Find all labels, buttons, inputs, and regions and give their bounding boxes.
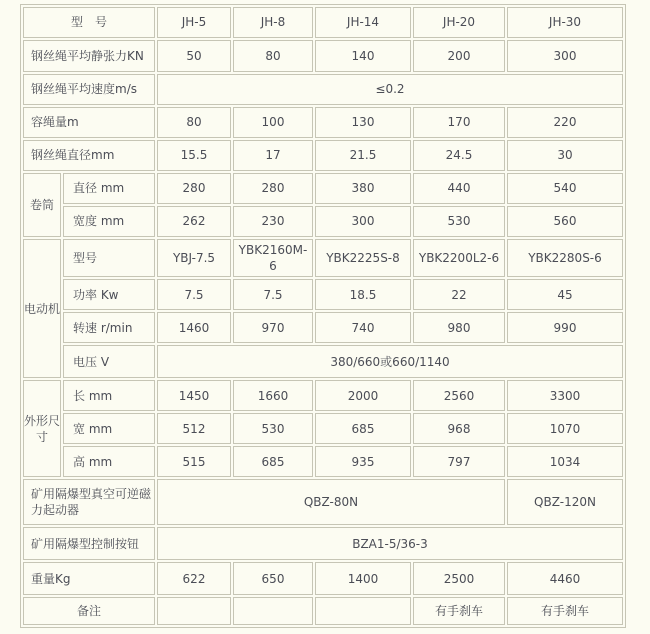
data-cell: 685 (315, 413, 411, 444)
row-label: 钢丝绳平均速度m/s (23, 74, 155, 105)
row-length (23, 380, 623, 411)
span-value-cell: BZA1-5/36-3 (157, 527, 623, 560)
row-label: 矿用隔爆型真空可逆磁力起动器 (23, 479, 155, 525)
model-header-cell: JH-5 (157, 7, 231, 38)
data-cell: 530 (413, 206, 505, 237)
data-cell: 45 (507, 279, 623, 310)
sub-label: 宽度 mm (63, 206, 155, 237)
data-cell: 970 (233, 312, 313, 343)
data-cell: 515 (157, 446, 231, 477)
data-cell: YBJ-7.5 (157, 239, 231, 277)
span-value-cell: 380/660或660/1140 (157, 345, 623, 378)
row-label: 备注 (23, 597, 155, 625)
data-cell: 1460 (157, 312, 231, 343)
data-cell: 7.5 (157, 279, 231, 310)
data-cell: 22 (413, 279, 505, 310)
row-weight (23, 562, 623, 595)
data-cell: 有手刹车 (413, 597, 505, 625)
row-label: 容绳量m (23, 107, 155, 138)
data-cell: 1400 (315, 562, 411, 595)
data-cell: QBZ-120N (507, 479, 623, 525)
sub-label: 转速 r/min (63, 312, 155, 343)
data-cell: 280 (157, 173, 231, 204)
sub-label: 直径 mm (63, 173, 155, 204)
span-value-cell: ≤0.2 (157, 74, 623, 105)
data-cell: 512 (157, 413, 231, 444)
data-cell: 280 (233, 173, 313, 204)
data-cell (315, 597, 411, 625)
data-cell: 2560 (413, 380, 505, 411)
data-cell: 130 (315, 107, 411, 138)
model-header-cell: JH-8 (233, 7, 313, 38)
data-cell: 80 (157, 107, 231, 138)
data-cell (157, 597, 231, 625)
spec-table (20, 4, 626, 628)
data-cell: 140 (315, 40, 411, 72)
group-label-motor: 电动机 (23, 239, 61, 378)
data-cell: 797 (413, 446, 505, 477)
data-cell: 2500 (413, 562, 505, 595)
data-cell: 80 (233, 40, 313, 72)
data-cell: 300 (507, 40, 623, 72)
span-value-cell: QBZ-80N (157, 479, 505, 525)
data-cell: 1034 (507, 446, 623, 477)
row-motor-speed (23, 312, 623, 343)
row-label: 矿用隔爆型控制按钮 (23, 527, 155, 560)
data-cell: YBK2225S-8 (315, 239, 411, 277)
data-cell: 24.5 (413, 140, 505, 171)
data-cell: 622 (157, 562, 231, 595)
data-cell: 300 (315, 206, 411, 237)
data-cell: 1450 (157, 380, 231, 411)
model-header-cell: JH-14 (315, 7, 411, 38)
row-control-button (23, 527, 623, 560)
row-label: 钢丝绳直径mm (23, 140, 155, 171)
data-cell: 530 (233, 413, 313, 444)
group-label-drum: 卷筒 (23, 173, 61, 237)
row-rope-static-tension (23, 40, 623, 72)
row-starter (23, 479, 623, 525)
data-cell: 7.5 (233, 279, 313, 310)
data-cell: 200 (413, 40, 505, 72)
sub-label: 宽 mm (63, 413, 155, 444)
data-cell: YBK2200L2-6 (413, 239, 505, 277)
row-drum-width (23, 206, 623, 237)
sub-label: 电压 V (63, 345, 155, 378)
row-motor-voltage (23, 345, 623, 378)
row-width (23, 413, 623, 444)
sub-label: 型号 (63, 239, 155, 277)
row-model (23, 7, 623, 38)
row-rope-speed (23, 74, 623, 105)
row-label: 钢丝绳平均静张力KN (23, 40, 155, 72)
model-header-cell: JH-30 (507, 7, 623, 38)
row-motor-model (23, 239, 623, 277)
data-cell: 740 (315, 312, 411, 343)
data-cell: 1660 (233, 380, 313, 411)
data-cell: 2000 (315, 380, 411, 411)
sub-label: 长 mm (63, 380, 155, 411)
group-label-dimensions: 外形尺寸 (23, 380, 61, 477)
model-header-cell: JH-20 (413, 7, 505, 38)
data-cell: 685 (233, 446, 313, 477)
data-cell: 有手刹车 (507, 597, 623, 625)
data-cell: 50 (157, 40, 231, 72)
data-cell (233, 597, 313, 625)
data-cell: 170 (413, 107, 505, 138)
data-cell: 18.5 (315, 279, 411, 310)
data-cell: 220 (507, 107, 623, 138)
sub-label: 高 mm (63, 446, 155, 477)
data-cell: 3300 (507, 380, 623, 411)
data-cell: 230 (233, 206, 313, 237)
data-cell: 440 (413, 173, 505, 204)
row-label: 重量Kg (23, 562, 155, 595)
data-cell: 1070 (507, 413, 623, 444)
data-cell: 100 (233, 107, 313, 138)
data-cell: 935 (315, 446, 411, 477)
data-cell: 21.5 (315, 140, 411, 171)
row-label: 型 号 (23, 7, 155, 38)
row-rope-diameter (23, 140, 623, 171)
row-motor-power (23, 279, 623, 310)
sub-label: 功率 Kw (63, 279, 155, 310)
data-cell: 990 (507, 312, 623, 343)
data-cell: 980 (413, 312, 505, 343)
data-cell: YBK2160M-6 (233, 239, 313, 277)
row-height (23, 446, 623, 477)
data-cell: 560 (507, 206, 623, 237)
data-cell: 15.5 (157, 140, 231, 171)
data-cell: 17 (233, 140, 313, 171)
row-drum-diameter (23, 173, 623, 204)
data-cell: 540 (507, 173, 623, 204)
data-cell: 4460 (507, 562, 623, 595)
data-cell: 380 (315, 173, 411, 204)
row-remark (23, 597, 623, 625)
data-cell: 262 (157, 206, 231, 237)
row-rope-capacity (23, 107, 623, 138)
data-cell: 30 (507, 140, 623, 171)
data-cell: YBK2280S-6 (507, 239, 623, 277)
data-cell: 968 (413, 413, 505, 444)
data-cell: 650 (233, 562, 313, 595)
